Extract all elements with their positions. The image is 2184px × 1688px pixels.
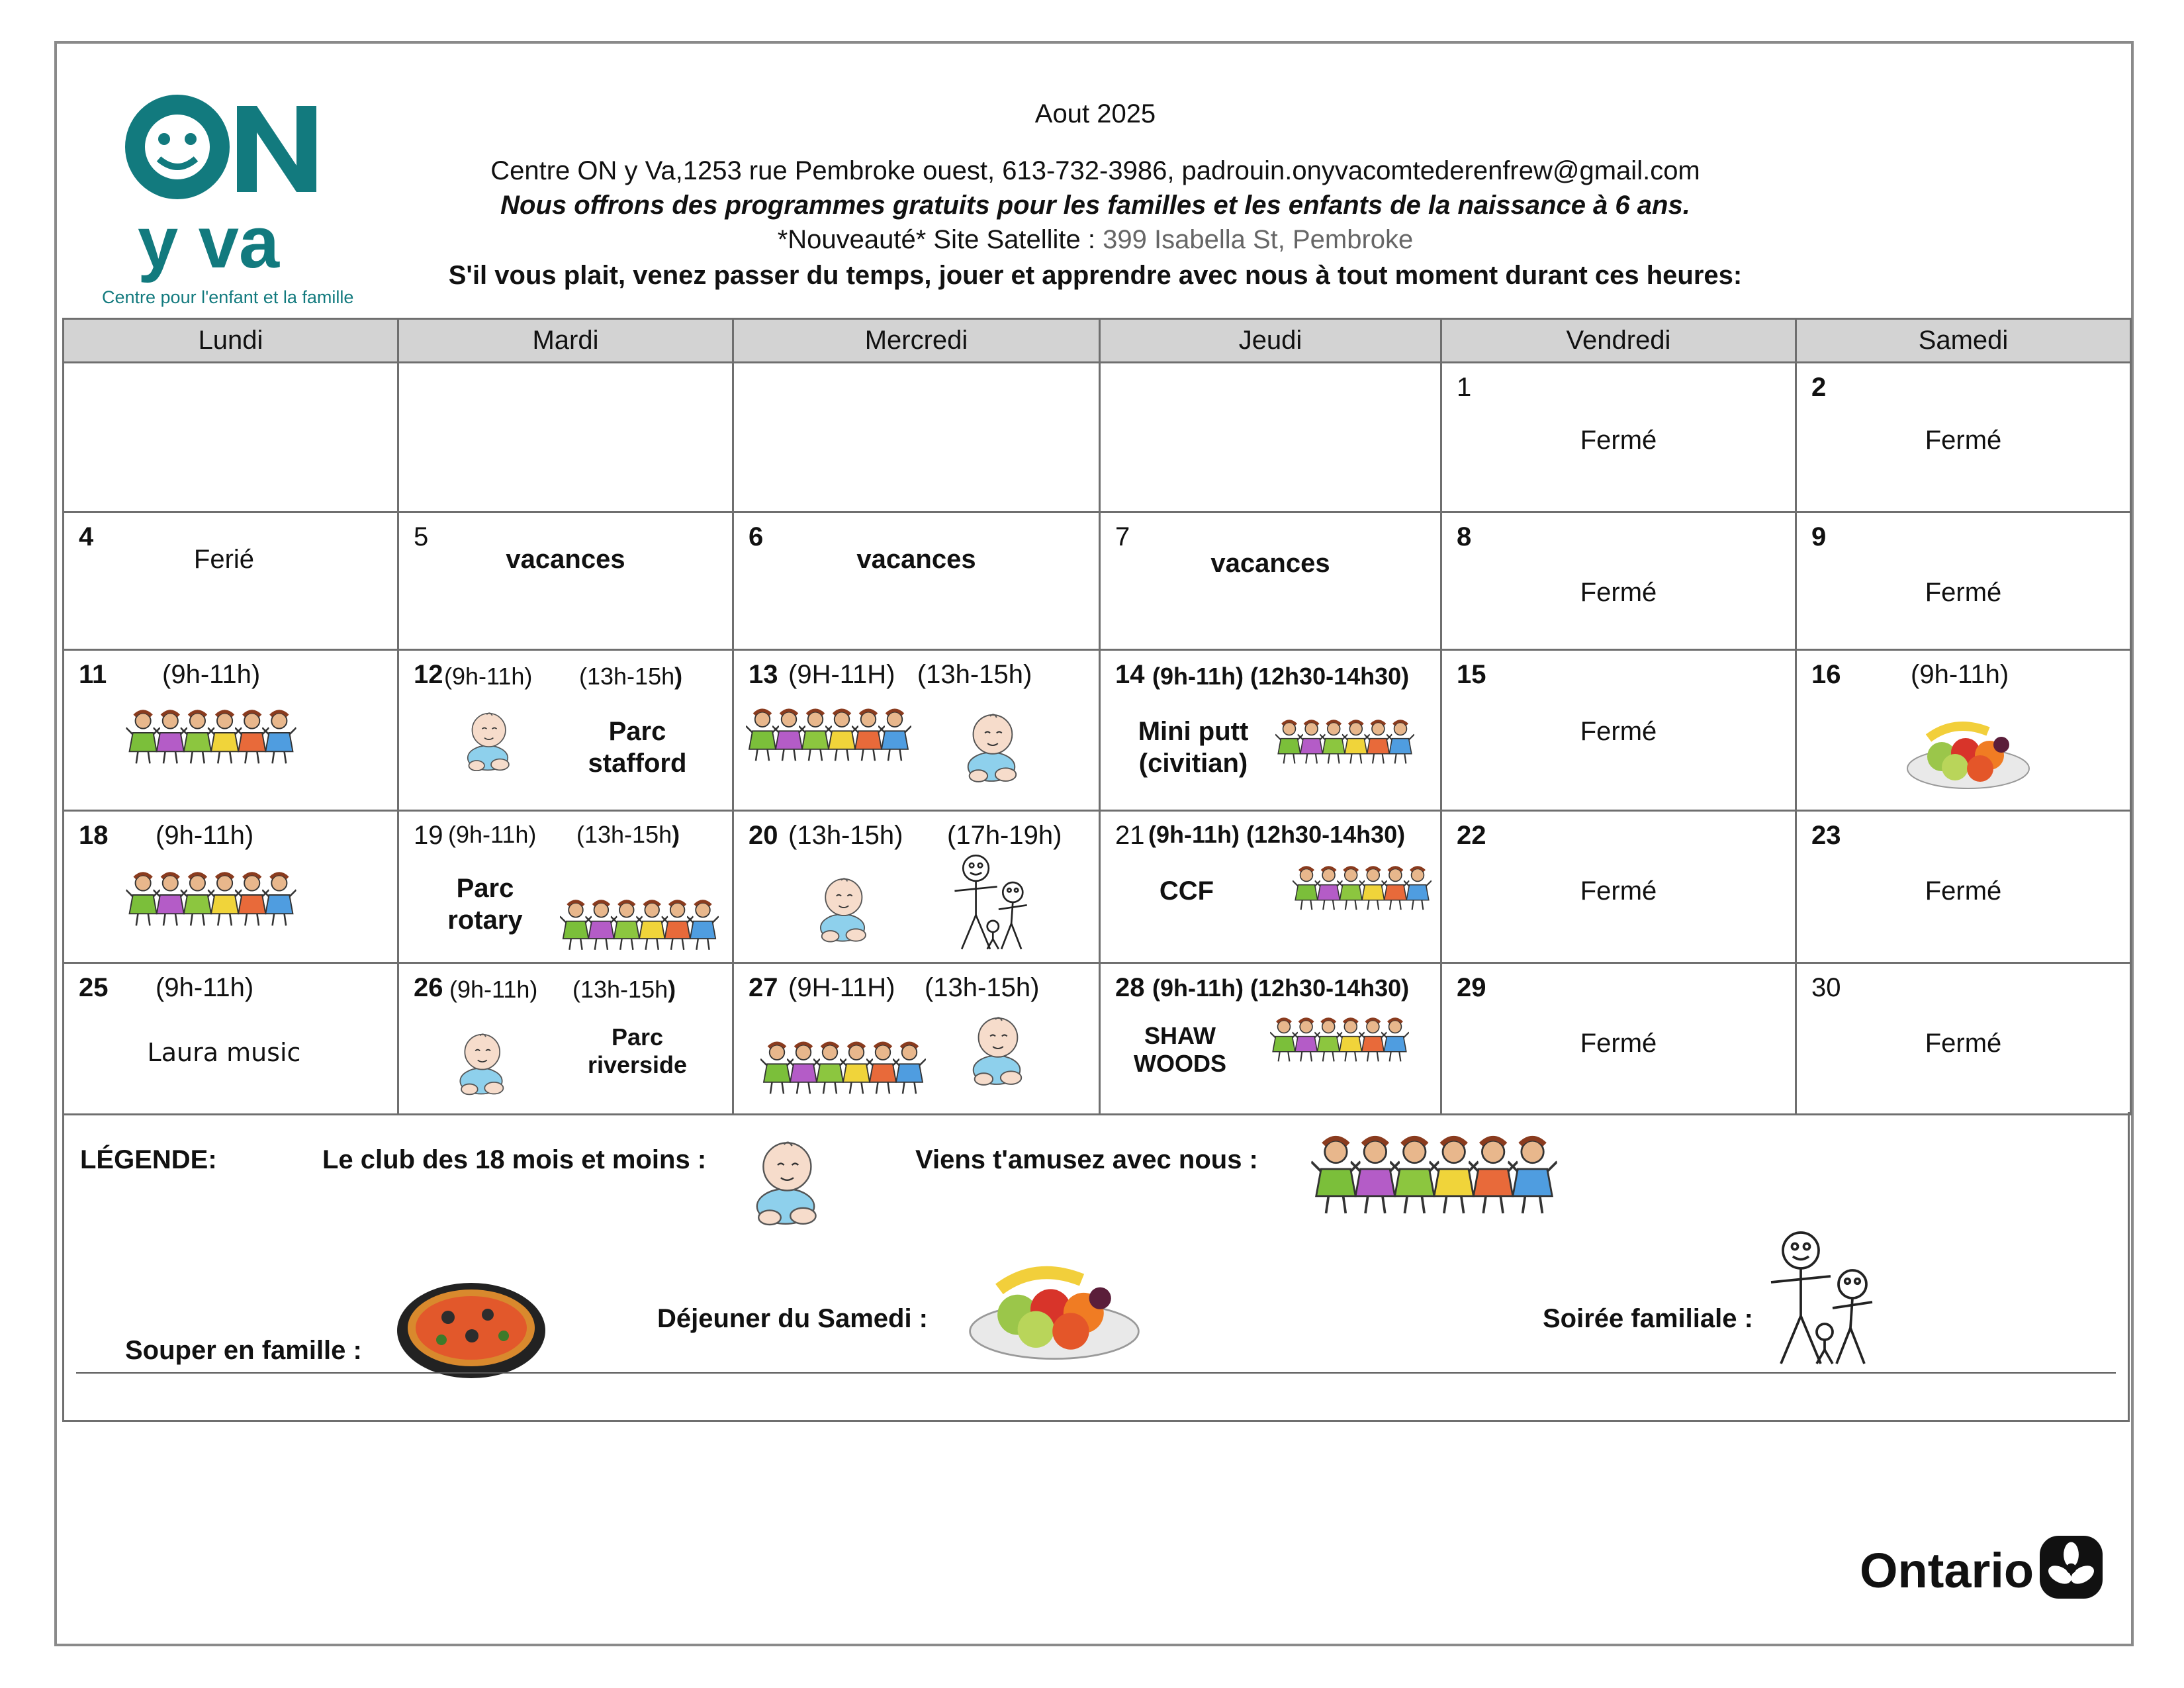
day-cell-empty xyxy=(1100,363,1441,512)
dancing-kids-icon xyxy=(557,899,722,955)
weekday-thursday: Jeudi xyxy=(1100,319,1441,363)
week-row-1 xyxy=(64,363,2131,512)
fruit-bowl-icon xyxy=(1899,712,2038,798)
closed-label: Fermé xyxy=(1925,1029,2002,1058)
session-time-paren: ) xyxy=(672,821,680,848)
day-number: 26 xyxy=(414,973,443,1002)
day-cell-23 xyxy=(1796,811,2131,963)
day-number: 22 xyxy=(1457,821,1486,850)
session-time: (13h-15h) xyxy=(788,821,903,850)
day-cell-6 xyxy=(733,512,1100,650)
day-cell-1 xyxy=(1441,363,1796,512)
session-time-text: (13h-15h xyxy=(572,976,668,1003)
dancing-kids-icon xyxy=(122,871,300,931)
session-time: (9H-11H) (13h-15h) xyxy=(788,973,1040,1002)
closed-label: Fermé xyxy=(1925,426,2002,455)
baby-icon xyxy=(964,1008,1029,1091)
day-cell-empty xyxy=(733,363,1100,512)
day-cell-21 xyxy=(1100,811,1441,963)
svg-text:y va: y va xyxy=(138,202,280,283)
week-row-3 xyxy=(64,650,2131,811)
legend-title: LÉGENDE: xyxy=(80,1145,217,1174)
dancing-kids-icon xyxy=(1302,1135,1567,1221)
day-cell-26 xyxy=(398,963,733,1115)
satellite-site xyxy=(371,225,1820,255)
day-cell-4 xyxy=(64,512,398,650)
day-number: 5 xyxy=(414,522,429,551)
weekday-tuesday: Mardi xyxy=(398,319,733,363)
legend-viens-label: Viens t'amusez avec nous : xyxy=(915,1145,1258,1174)
satellite-address: 399 Isabella St, Pembroke xyxy=(1103,225,1414,254)
day-number: 19 xyxy=(414,821,443,850)
day-cell-29 xyxy=(1441,963,1796,1115)
activity-label: CCF xyxy=(1159,876,1214,906)
day-cell-7 xyxy=(1100,512,1441,650)
session-time: (9h-11h) xyxy=(449,976,538,1003)
weekday-header-row xyxy=(64,319,2131,363)
day-cell-14 xyxy=(1100,650,1441,811)
day-cell-empty xyxy=(64,363,398,512)
day-number: 11 xyxy=(79,660,107,689)
day-number: 6 xyxy=(749,522,764,551)
day-cell-2 xyxy=(1796,363,2131,512)
session-time xyxy=(572,976,676,1004)
session-time: (9h-11h) xyxy=(444,663,533,690)
session-time: (17h-19h) xyxy=(947,821,1062,850)
legend-souper-label: Souper en famille : xyxy=(125,1336,362,1365)
day-number: 25 xyxy=(79,973,109,1002)
legend-dejeuner-label: Déjeuner du Samedi : xyxy=(657,1304,928,1333)
ontario-wordmark: Ontario xyxy=(1860,1543,2034,1598)
day-cell-11 xyxy=(64,650,398,811)
activity-label: Parc rotary xyxy=(447,874,523,935)
closed-label: Fermé xyxy=(1580,717,1657,746)
day-cell-15 xyxy=(1441,650,1796,811)
day-cell-16 xyxy=(1796,650,2131,811)
day-number: 13 xyxy=(749,660,778,689)
day-cell-20 xyxy=(733,811,1100,963)
dancing-kids-icon xyxy=(1293,858,1432,921)
day-cell-27 xyxy=(733,963,1100,1115)
week-row-4 xyxy=(64,811,2131,963)
day-number: 2 xyxy=(1811,373,1827,402)
day-number: 9 xyxy=(1811,522,1827,551)
program-offer: Nous offrons des programmes gratuits pour les familles et les enfants de la naissance à 6 ans. xyxy=(500,191,1690,220)
session-time: (9h-11h) xyxy=(1911,660,2009,689)
day-number: 4 xyxy=(79,522,94,551)
session-time: (9H-11H) (13h-15h) xyxy=(788,660,1032,689)
activity-label: Parc stafford xyxy=(588,717,687,778)
closed-label: Fermé xyxy=(1925,876,2002,906)
vacation-label: vacances xyxy=(506,545,625,574)
satellite-label: *Nouveauté* Site Satellite : xyxy=(777,225,1103,254)
activity-label: SHAW WOODS xyxy=(1134,1022,1226,1077)
pizza-icon xyxy=(395,1283,547,1386)
day-cell-28 xyxy=(1100,963,1441,1115)
legend-divider xyxy=(76,1372,2116,1374)
stick-family-icon xyxy=(940,853,1040,952)
session-time xyxy=(576,821,680,849)
stick-family-icon xyxy=(1756,1229,1886,1368)
vacation-label: vacances xyxy=(1210,549,1330,578)
day-number: 15 xyxy=(1457,660,1486,689)
day-cell-9 xyxy=(1796,512,2131,650)
legend xyxy=(62,1112,2130,1422)
dancing-kids-icon xyxy=(1270,1011,1409,1071)
session-time-paren: ) xyxy=(668,976,676,1003)
day-number: 14 xyxy=(1115,660,1145,689)
day-cell-18 xyxy=(64,811,398,963)
week-row-5 xyxy=(64,963,2131,1115)
baby-icon xyxy=(812,867,873,949)
legend-club-label: Le club des 18 mois et moins : xyxy=(322,1145,707,1174)
session-time-text: (13h-15h xyxy=(579,663,675,690)
page-title: Aout 2025 xyxy=(1034,99,1156,128)
closed-label: Fermé xyxy=(1580,578,1657,607)
session-time: (9h-11h) xyxy=(448,821,537,848)
day-cell-empty xyxy=(398,363,733,512)
baby-icon xyxy=(460,704,516,776)
session-time: (9h-11h) xyxy=(156,821,254,850)
day-cell-5 xyxy=(398,512,733,650)
session-time: (9h-11h) xyxy=(156,973,254,1002)
day-cell-13 xyxy=(733,650,1100,811)
activity-label: Laura music xyxy=(147,1038,301,1067)
day-number: 21 xyxy=(1115,821,1145,850)
session-time xyxy=(579,663,682,690)
dancing-kids-icon xyxy=(1275,712,1414,775)
session-time: (9h-11h) (12h30-14h30) xyxy=(1152,974,1410,1002)
dancing-kids-icon xyxy=(122,709,300,769)
day-cell-30 xyxy=(1796,963,2131,1115)
weekday-friday: Vendredi xyxy=(1441,319,1796,363)
session-time: (9h-11h) (12h30-14h30) xyxy=(1148,821,1406,848)
closed-label: Fermé xyxy=(1580,1029,1657,1058)
closed-label: Fermé xyxy=(1580,876,1657,906)
baby-icon xyxy=(746,1128,825,1234)
baby-icon xyxy=(959,704,1024,788)
calendar-table xyxy=(62,318,2132,1115)
day-number: 27 xyxy=(749,973,778,1002)
day-number: 23 xyxy=(1811,821,1841,850)
day-cell-22 xyxy=(1441,811,1796,963)
week-row-2 xyxy=(64,512,2131,650)
day-number: 16 xyxy=(1811,660,1841,689)
day-number: 7 xyxy=(1115,522,1130,551)
vacation-label: vacances xyxy=(856,545,976,574)
day-number: 12 xyxy=(414,660,443,689)
day-cell-25 xyxy=(64,963,398,1115)
day-number: 20 xyxy=(749,821,778,850)
weekday-saturday: Samedi xyxy=(1796,319,2131,363)
dancing-kids-icon xyxy=(760,1039,926,1100)
center-address: Centre ON y Va,1253 rue Pembroke ouest, 613-732-3986, padrouin.onyvacomtederenfrew@gmail.com xyxy=(490,156,1700,185)
on-y-va-logo xyxy=(98,93,356,311)
holiday-label: Ferié xyxy=(193,545,255,574)
activity-label: Mini putt (civitian) xyxy=(1138,717,1249,778)
activity-label: Parc riverside xyxy=(587,1023,688,1078)
invitation-text: S'il vous plait, venez passer du temps, jouer et apprendre avec nous à tout moment durant ces heures: xyxy=(448,261,1743,290)
closed-label: Fermé xyxy=(1580,426,1657,455)
day-number: 1 xyxy=(1457,373,1472,402)
day-number: 30 xyxy=(1811,973,1841,1002)
day-number: 18 xyxy=(79,821,109,850)
session-time-paren: ) xyxy=(674,663,683,690)
weekday-monday: Lundi xyxy=(64,319,398,363)
day-number: 29 xyxy=(1457,973,1486,1002)
svg-text:Centre pour l'enfant et la fam: Centre pour l'enfant et la famille xyxy=(102,287,354,307)
closed-label: Fermé xyxy=(1925,578,2002,607)
weekday-wednesday: Mercredi xyxy=(733,319,1100,363)
legend-soiree-label: Soirée familiale : xyxy=(1543,1304,1753,1333)
fruit-bowl-icon xyxy=(962,1252,1147,1372)
session-time: (9h-11h) xyxy=(162,660,261,689)
day-number: 8 xyxy=(1457,522,1472,551)
dancing-kids-icon xyxy=(746,705,911,769)
trillium-icon xyxy=(2040,1536,2103,1599)
session-time-text: (13h-15h xyxy=(576,821,672,848)
day-cell-12 xyxy=(398,650,733,811)
day-number: 28 xyxy=(1115,973,1145,1002)
day-cell-19 xyxy=(398,811,733,963)
session-time: (9h-11h) (12h30-14h30) xyxy=(1152,663,1410,690)
day-cell-8 xyxy=(1441,512,1796,650)
baby-icon xyxy=(452,1023,510,1102)
